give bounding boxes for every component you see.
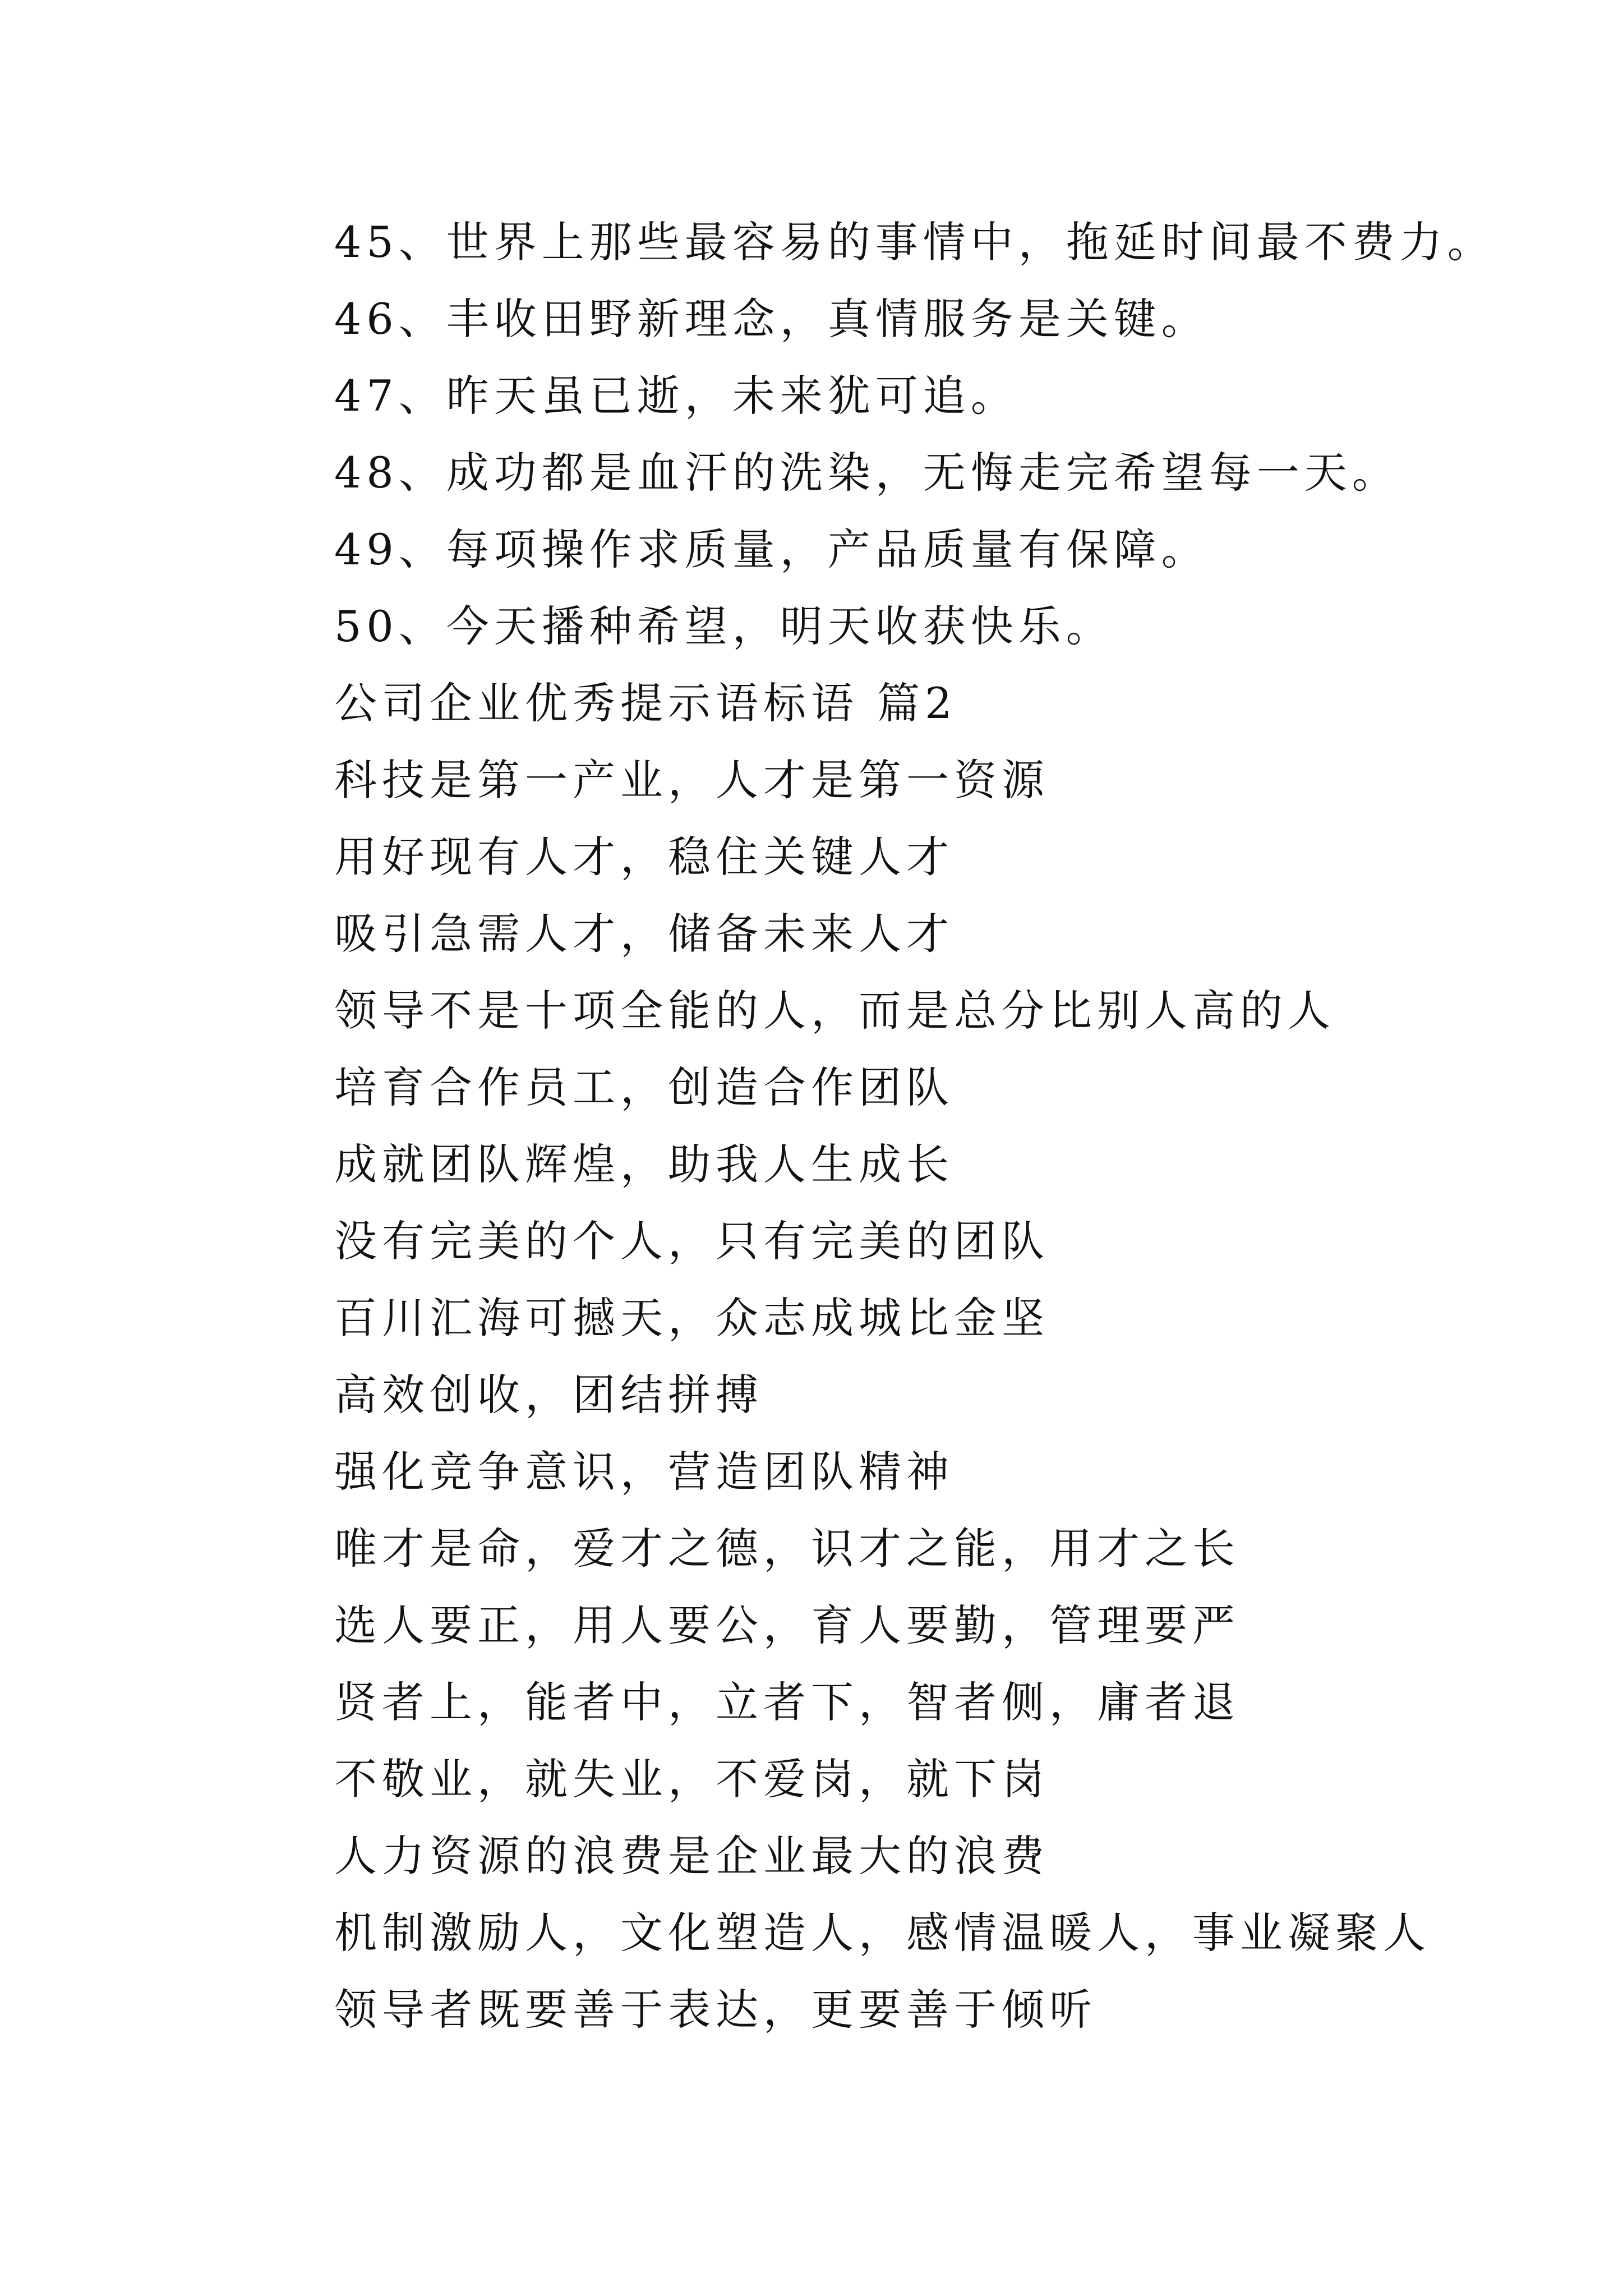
slogan-line: 科技是第一产业，人才是第一资源 [334, 755, 1049, 805]
slogan-line: 强化竞争意识，营造团队精神 [334, 1447, 954, 1497]
slogan-line-45: 45、世界上那些最容易的事情中，拖延时间最不费力。 [334, 217, 1495, 267]
slogan-line: 吸引急需人才，储备未来人才 [334, 909, 954, 959]
slogan-line: 人力资源的浪费是企业最大的浪费 [334, 1831, 1049, 1881]
slogan-line: 用好现有人才，稳住关键人才 [334, 832, 954, 882]
slogan-line: 培育合作员工，创造合作团队 [334, 1062, 954, 1112]
section-heading: 公司企业优秀提示语标语 篇2 [334, 678, 957, 728]
slogan-line: 唯才是命，爱才之德，识才之能，用才之长 [334, 1524, 1240, 1573]
slogan-line-50: 50、今天播种希望，明天收获快乐。 [334, 601, 1114, 651]
slogan-line-49: 49、每项操作求质量，产品质量有保障。 [334, 524, 1209, 574]
slogan-line: 没有完美的个人，只有完美的团队 [334, 1216, 1049, 1266]
slogan-line: 领导不是十项全能的人，而是总分比别人高的人 [334, 986, 1335, 1036]
slogan-line: 百川汇海可撼天，众志成城比金坚 [334, 1293, 1049, 1343]
slogan-line: 贤者上，能者中，立者下，智者侧，庸者退 [334, 1677, 1240, 1727]
slogan-line: 高效创收，团结拼搏 [334, 1370, 763, 1420]
slogan-line: 不敬业，就失业，不爱岗，就下岗 [334, 1754, 1049, 1804]
slogan-line: 机制激励人，文化塑造人，感情温暖人，事业凝聚人 [334, 1908, 1431, 1958]
slogan-line-46: 46、丰收田野新理念，真情服务是关键。 [334, 294, 1209, 344]
slogan-line-48: 48、成功都是血汗的洗染，无悔走完希望每一天。 [334, 448, 1400, 498]
slogan-line: 选人要正，用人要公，育人要勤，管理要严 [334, 1600, 1240, 1650]
slogan-line: 成就团队辉煌，助我人生成长 [334, 1139, 954, 1189]
slogan-line-47: 47、昨天虽已逝，未来犹可追。 [334, 371, 1018, 421]
slogan-line: 领导者既要善于表达，更要善于倾听 [334, 1985, 1097, 2035]
